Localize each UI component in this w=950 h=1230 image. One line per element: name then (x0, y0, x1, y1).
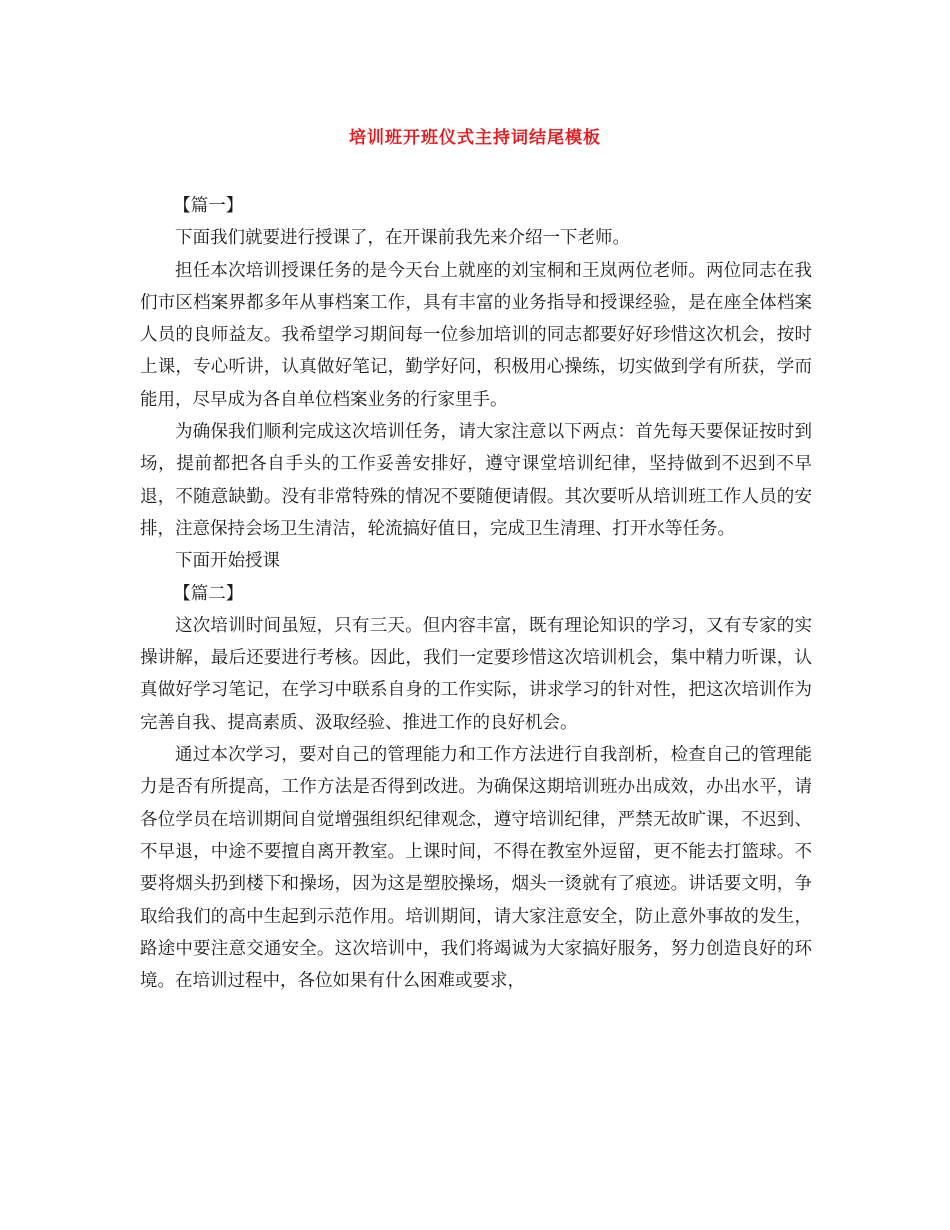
paragraph: 下面我们就要进行授课了，在开课前我先来介绍一下老师。 (175, 228, 630, 249)
paragraph: 通过本次学习，要对自己的管理能力和工作方法进行自我剖析，检查自己的管理能力是否有所提高，工作方法是否得到改进。为确保这期培训班办出成效，办出水平，请各位学员在培训期间自觉增强组织纪律观念，遵守培训纪律，严禁无故旷课，不迟到、不早退，中途不要擅自离开教室。上课时间，不得在教室外逗留，更不能去打篮球。不要将烟头扔到楼下和操场，因为这是塑胶操场，烟头一烫就有了痕迹。讲话要文明，争取给我们的高中生起到示范作用。培训期间，请大家注意安全，防止意外事故的发生，路途中要注意交通安全。这次培训中，我们将竭诚为大家搞好服务，努力创造良好的环境。在培训过程中，各位如果有什么困难或要求， (140, 745, 812, 992)
document-body (140, 190, 812, 997)
paragraph: 担任本次培训授课任务的是今天台上就座的刘宝桐和王岚两位老师。两位同志在我们市区档案界都多年从事档案工作，具有丰富的业务指导和授课经验，是在座全体档案人员的良师益友。我希望学习期间每一位参加培训的同志都要好好珍惜这次机会，按时上课，专心听讲，认真做好笔记，勤学好问，积极用心操练，切实做到学有所获，学而能用，尽早成为各自单位档案业务的行家里手。 (140, 260, 812, 410)
section-heading-2: 【篇二】 (173, 583, 244, 604)
paragraph: 下面开始授课 (175, 551, 280, 572)
section-heading-1: 【篇一】 (173, 196, 244, 216)
paragraph: 这次培训时间虽短，只有三天。但内容丰富，既有理论知识的学习，又有专家的实操讲解，最后还要进行考核。因此，我们一定要珍惜这次培训机会，集中精力听课，认真做好学习笔记，在学习中联系自身的工作实际，讲求学习的针对性，把这次培训作为完善自我、提高素质、汲取经验、推进工作的良好机会。 (140, 615, 812, 733)
paragraph: 为确保我们顺利完成这次培训任务，请大家注意以下两点：首先每天要保证按时到场，提前都把各自手头的工作妥善安排好，遵守课堂培训纪律，坚持做到不迟到不早退，不随意缺勤。没有非常特殊的情况不要随便请假。其次要听从培训班工作人员的安排，注意保持会场卫生清洁，轮流搞好值日，完成卫生清理、打开水等任务。 (140, 422, 812, 539)
document-title: 培训班开班仪式主持词结尾模板 (349, 128, 601, 148)
